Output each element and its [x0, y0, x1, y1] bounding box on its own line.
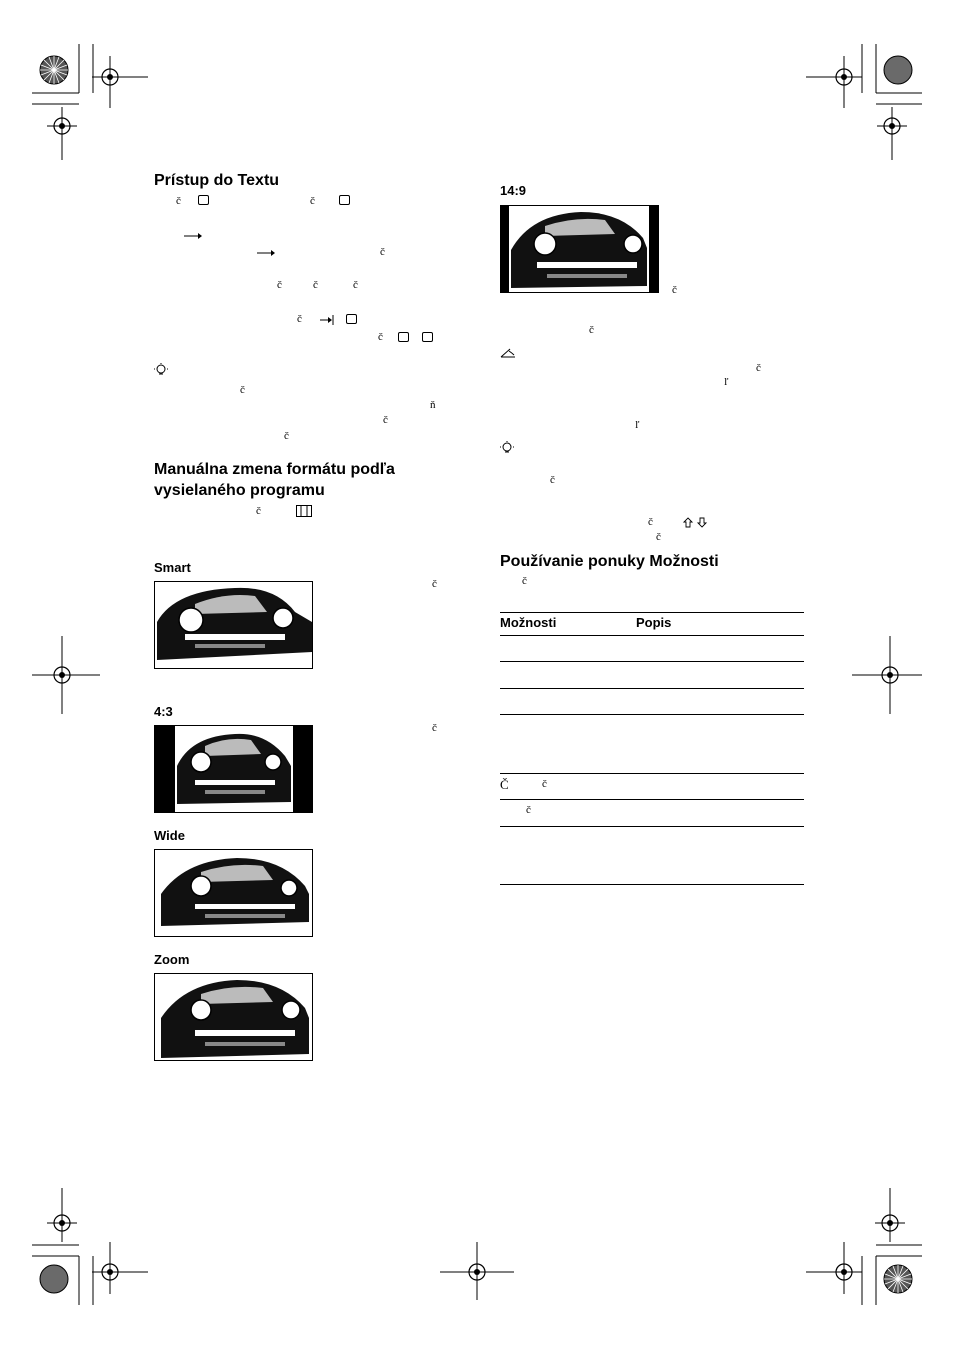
wide-mode-icon [296, 505, 312, 517]
format-label-4-3: 4:3 [154, 704, 173, 719]
car-image-4-3 [154, 725, 313, 813]
section-title-format: Manuálna zmena formátu podľa vysielaného programu [154, 461, 395, 499]
glyph: ľ [724, 376, 729, 388]
glyph: č [526, 804, 531, 816]
glyph: č [297, 313, 302, 325]
text-icon [339, 195, 350, 205]
tip-icon [500, 441, 514, 455]
glyph: č [380, 246, 385, 258]
glyph: č [672, 284, 677, 296]
glyph: ľ [635, 419, 640, 431]
format-label-wide: Wide [154, 828, 185, 843]
table-rule [500, 635, 804, 636]
table-header-options: Možnosti [500, 615, 557, 630]
glyph: č [256, 505, 261, 517]
glyph: č [353, 279, 358, 291]
car-image-wide [154, 849, 313, 937]
glyph: č [542, 778, 547, 790]
glyph: č [432, 722, 437, 734]
glyph: č [648, 516, 653, 528]
table-rule [500, 884, 804, 885]
glyph: č [378, 331, 383, 343]
glyph: č [240, 384, 245, 396]
glyph: č [589, 324, 594, 336]
glyph: č [277, 279, 282, 291]
arrow-right-icon [257, 249, 275, 257]
text-icon [198, 195, 209, 205]
format-label-14-9: 14:9 [500, 183, 527, 198]
table-rule [500, 612, 804, 613]
glyph: ň [430, 399, 436, 411]
glyph: č [550, 474, 555, 486]
glyph: č [284, 430, 289, 442]
car-image-14-9 [500, 205, 659, 293]
hold-icon [346, 314, 357, 324]
input-icon [318, 314, 338, 326]
section-title-text-access: Prístup do Textu [154, 172, 280, 189]
format-label-zoom: Zoom [154, 952, 190, 967]
glyph: č [432, 578, 437, 590]
glyph: č [383, 414, 388, 426]
table-header-description: Popis [636, 615, 672, 630]
table-rule [500, 661, 804, 662]
section-title-options-menu: Používanie ponuky Možnosti [500, 553, 719, 570]
table-rule [500, 799, 804, 800]
table-rule [500, 714, 804, 715]
arrow-right-icon [184, 232, 202, 240]
car-image-zoom [154, 973, 313, 1061]
table-rule [500, 773, 804, 774]
glyph: č [310, 195, 315, 207]
car-image-smart [154, 581, 313, 669]
index-icon [398, 332, 409, 342]
table-rule [500, 688, 804, 689]
glyph: č [656, 531, 661, 543]
glyph: č [756, 362, 761, 374]
note-icon [500, 348, 516, 358]
glyph: č [313, 279, 318, 291]
table-rule [500, 826, 804, 827]
format-label-smart: Smart [154, 560, 191, 575]
arrow-up-down-icon [683, 517, 711, 528]
reveal-icon [422, 332, 433, 342]
glyph: č [176, 195, 181, 207]
glyph: Č [500, 777, 509, 792]
tip-icon [154, 363, 168, 377]
glyph: č [522, 575, 527, 587]
